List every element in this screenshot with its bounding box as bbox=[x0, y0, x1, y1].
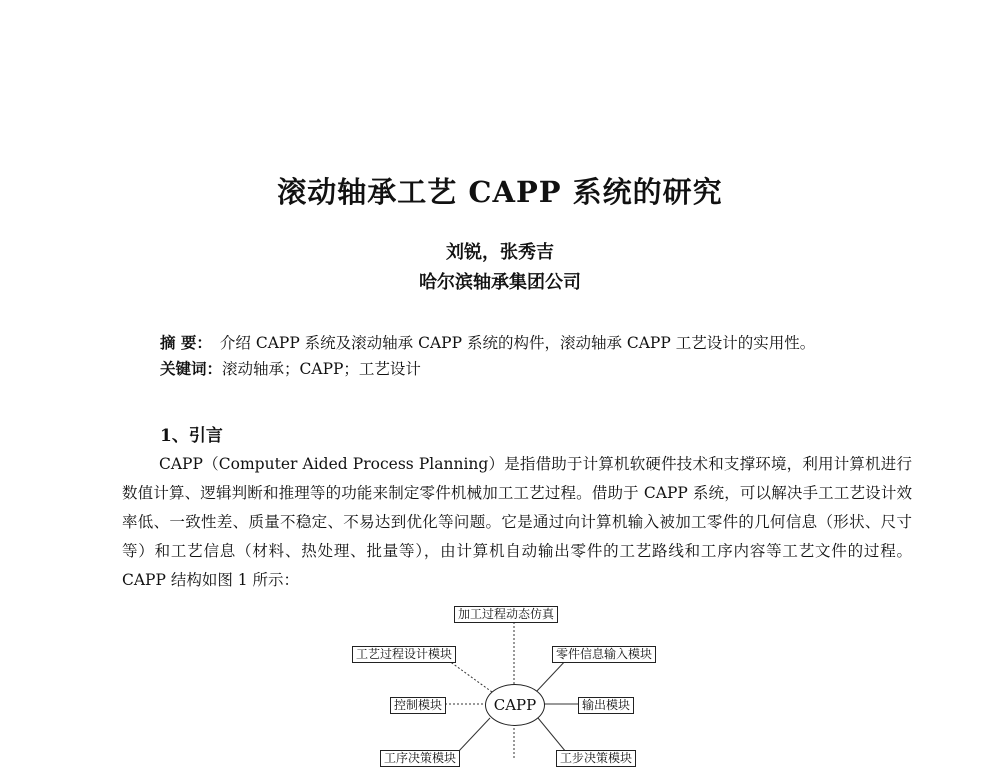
connector-lower-right bbox=[538, 718, 566, 752]
keywords-line bbox=[160, 356, 920, 382]
keywords-label: 关键词： bbox=[160, 359, 223, 378]
capp-hub: CAPP bbox=[485, 684, 545, 726]
authors: 刘锐，张秀吉 bbox=[446, 242, 554, 263]
node-control: 控制模块 bbox=[390, 697, 446, 714]
paper-title: 滚动轴承工艺 CAPP 系统的研究 bbox=[277, 175, 723, 209]
abstract-block bbox=[160, 330, 920, 382]
node-simulation: 加工过程动态仿真 bbox=[454, 606, 558, 623]
abstract-text: 介绍 CAPP 系统及滚动轴承 CAPP 系统的构件，滚动轴承 CAPP 工艺设计的实用性。 bbox=[219, 334, 816, 352]
node-part-info-input: 零件信息输入模块 bbox=[552, 646, 656, 663]
intro-paragraph: CAPP（Computer Aided Process Planning）是指借助于计算机软硬件技术和支撑环境，利用计算机进行数值计算、逻辑判断和推理等的功能来制定零件机械加工工艺过程。借助于 CAPP 系统，可以解决手工工艺设计效率低、一致性差、质量不稳定、不易达到优化等问题。它是通过向计算机输入被加工零件的几何信息（形状、尺寸等）和工艺信息（材料、热处理、批量等），由计算机自动输出零件的工艺路线和工序内容等工艺文件的过程。CAPP 结构如图 1 所示： bbox=[122, 455, 912, 589]
connector-upper-right bbox=[536, 658, 568, 692]
connector-lower-left bbox=[458, 718, 490, 752]
section-heading: 1、引言 bbox=[160, 426, 223, 446]
body-text bbox=[122, 450, 912, 595]
abstract-line bbox=[160, 330, 920, 356]
node-process-design: 工艺过程设计模块 bbox=[352, 646, 456, 663]
keywords-text: 滚动轴承；CAPP；工艺设计 bbox=[222, 360, 421, 378]
node-output: 输出模块 bbox=[578, 697, 634, 714]
node-step-decision: 工步决策模块 bbox=[556, 750, 636, 767]
connector-upper-left bbox=[445, 658, 492, 692]
node-operation-decision: 工序决策模块 bbox=[380, 750, 460, 767]
abstract-label: 摘 要： bbox=[160, 333, 212, 352]
diagram-connectors bbox=[340, 600, 700, 760]
capp-structure-diagram bbox=[340, 600, 700, 765]
affiliation: 哈尔滨轴承集团公司 bbox=[419, 272, 581, 293]
